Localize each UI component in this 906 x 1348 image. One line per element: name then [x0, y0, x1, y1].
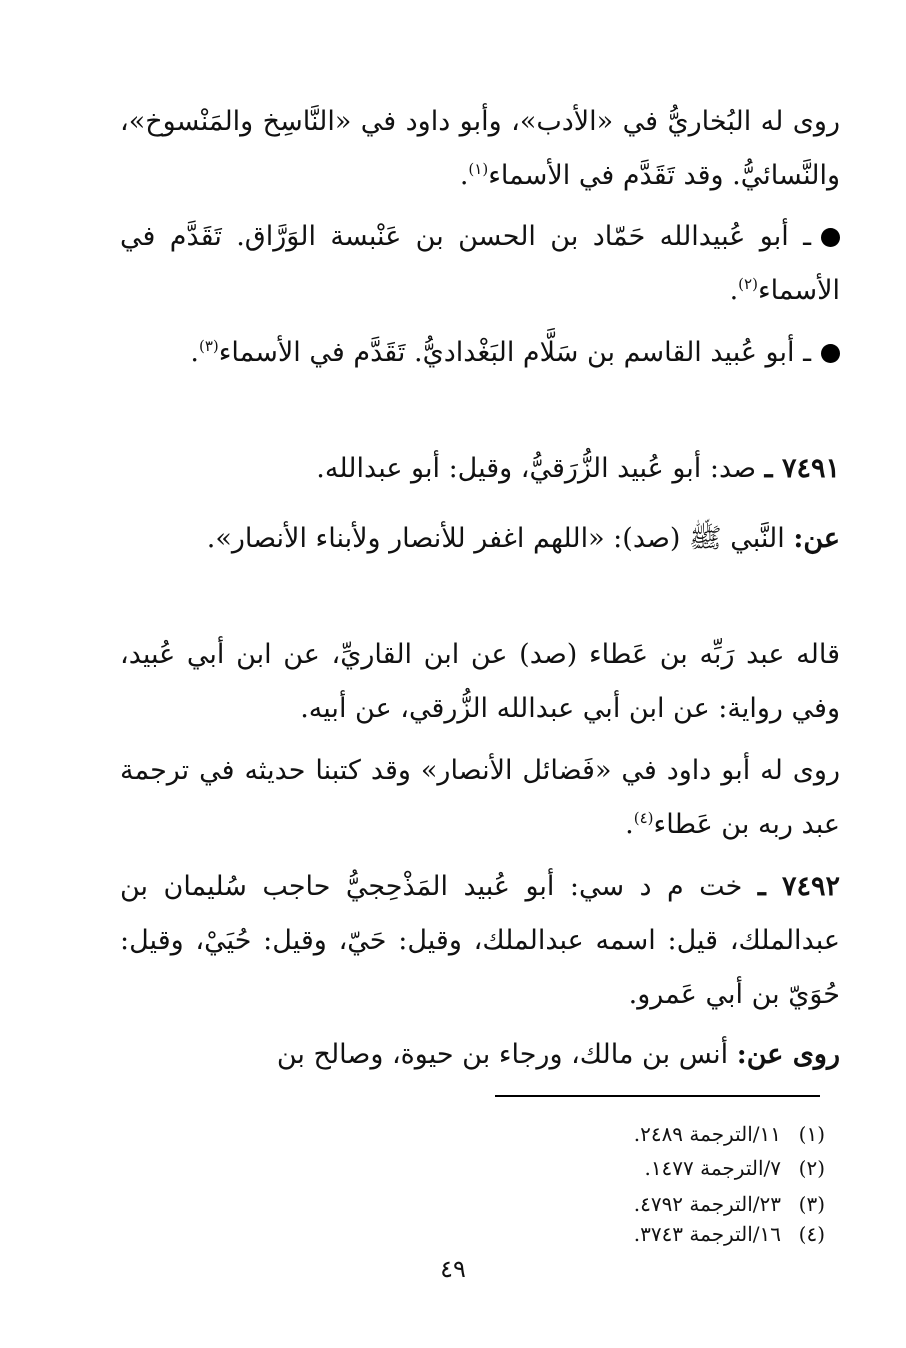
- paragraph-2-text: ـ أبو عُبيدالله حَمّاد بن الحسن بن عَنْبسة الوَرَّاق. تَقَدَّم في الأسماء: [120, 221, 840, 306]
- paragraph-1-text: روى له البُخاريُّ في «الأدب»، وأبو داود في «النَّاسِخ والمَنْسوخ»، والنَّسائيُّ. وقد تَقَدَّم في الأسماء: [120, 106, 840, 191]
- footnote-number: (٣): [798, 1192, 825, 1216]
- footnote-4: [480, 1220, 825, 1248]
- entry-7491: [120, 442, 840, 496]
- entry-text: خت م د سي: أبو عُبيد المَذْحِجيُّ حاجب سُليمان بن عبدالملك، قيل: اسمه عبدالملك، وقيل: حَيّ، وقيل: حُيَيْ، وقيل: حُوَيّ بن أبي عَمرو.: [120, 871, 840, 1010]
- footnote-divider: [495, 1095, 820, 1097]
- paragraph-9-text: أنس بن مالك، ورجاء بن حيوة، وصالح بن: [276, 1039, 729, 1070]
- bullet-icon: [821, 344, 840, 363]
- paragraph-5: [120, 512, 840, 566]
- an-label: عن:: [793, 523, 840, 554]
- footnote-text: ١١/الترجمة ٢٤٨٩.: [633, 1122, 781, 1146]
- paragraph-6-text: قاله عبد رَبِّه بن عَطاء (صد) عن ابن القاريِّ، عن ابن أبي عُبيد، وفي رواية: عن ابن أبي عبدالله الزُّرقي، عن أبيه.: [120, 639, 840, 724]
- footnote-2: [480, 1154, 825, 1182]
- paragraph-2: ـ أبو عُبيدالله حَمّاد بن الحسن بن عَنْبسة الوَرَّاق. تَقَدَّم في الأسماء$^{(٢)}$.: [120, 221, 840, 306]
- entry-number: ٧٤٩١ ـ: [764, 453, 840, 484]
- paragraph-3-text: ـ أبو عُبيد القاسم بن سَلَّام البَغْداديُّ. تَقَدَّم في الأسماء: [218, 337, 811, 368]
- footnote-text: ٢٣/الترجمة ٤٧٩٢.: [633, 1192, 781, 1216]
- paragraph-6: [120, 628, 840, 736]
- rawa-an-label: روى عن:: [736, 1039, 840, 1070]
- paragraph-3: ـ أبو عُبيد القاسم بن سَلَّام البَغْداديُّ. تَقَدَّم في الأسماء$^{(٣)}$.: [120, 326, 840, 380]
- paragraph-7: روى له أبو داود في «فَضائل الأنصار» وقد كتبنا حديثه في ترجمة عبد ربه بن عَطاء$^{(٤)}$.: [120, 755, 840, 840]
- footnote-text: ٧/الترجمة ١٤٧٧.: [644, 1156, 781, 1180]
- paragraph-7-text: روى له أبو داود في «فَضائل الأنصار» وقد كتبنا حديثه في ترجمة عبد ربه بن عَطاء: [120, 755, 840, 840]
- footnote-ref-4: (٤): [633, 809, 654, 827]
- footnote-ref-2: (٢): [738, 275, 758, 293]
- footnote-ref-3: (٣): [198, 337, 219, 355]
- entry-text: صد: أبو عُبيد الزُّرَقيُّ، وقيل: أبو عبدالله.: [316, 453, 757, 484]
- footnote-ref-1: (١): [468, 160, 489, 178]
- footnote-number: (٢): [798, 1156, 825, 1180]
- paragraph-9: [120, 1028, 840, 1082]
- entry-number: ٧٤٩٢ ـ: [757, 871, 840, 902]
- paragraph-1: روى له البُخاريُّ في «الأدب»، وأبو داود في «النَّاسِخ والمَنْسوخ»، والنَّسائيُّ. وقد تَقَدَّم في الأسماء$^{(١)}$.: [120, 106, 840, 191]
- footnote-number: (١): [798, 1122, 825, 1146]
- footnote-3: [480, 1190, 825, 1218]
- footnote-number: (٤): [798, 1222, 825, 1246]
- page-number: ٤٩: [440, 1255, 466, 1283]
- entry-7492: [120, 860, 840, 1022]
- footnote-1: [480, 1120, 825, 1148]
- footnote-text: ١٦/الترجمة ٣٧٤٣.: [633, 1222, 781, 1246]
- paragraph-5-text: النَّبي ﷺ (صد): «اللهم اغفر للأنصار ولأبناء الأنصار».: [206, 523, 785, 554]
- bullet-icon: [821, 228, 840, 247]
